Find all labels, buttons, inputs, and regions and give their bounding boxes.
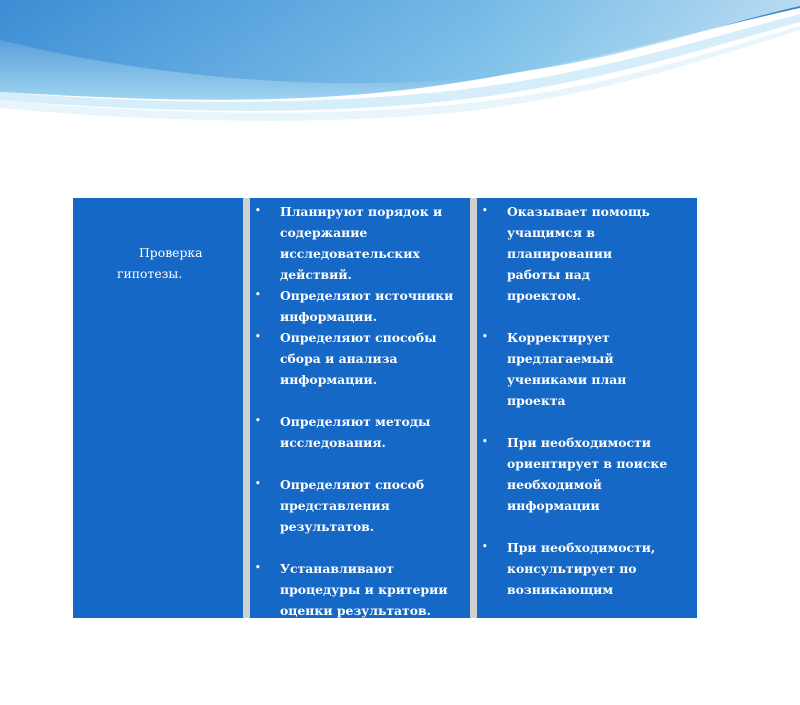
bullet-icon: • [255,563,261,573]
list-item-line: действий. [280,267,352,282]
column-divider [470,198,477,618]
list-item [250,642,462,705]
student-actions-cell [250,198,470,681]
bullet-icon: • [255,416,261,426]
teacher-actions-list [477,198,697,600]
student-actions-list [250,198,470,705]
list-item-line: возникающим [507,582,614,597]
list-item-line: оценки результатов. [280,603,431,618]
list-item-line: содержание [280,225,368,240]
list-item-line: работы над [507,267,590,282]
list-item-line: Устанавливают [280,561,394,576]
stage-label [117,242,227,284]
bullet-icon: • [255,479,261,489]
list-item-line: информации. [280,372,378,387]
list-item [250,558,462,642]
stage-label-line-1: Проверка [139,245,203,260]
stage-cell [73,198,243,618]
list-item-line: При необходимости, [507,540,656,555]
list-item-line: При необходимости [507,435,651,450]
list-item-line: Определяют источники [280,288,454,303]
list-item [250,201,462,285]
list-item-line: предлагаемый [507,351,614,366]
list-item-line: исследования. [280,435,386,450]
bullet-icon: • [255,206,261,216]
list-item-line: проекта [507,393,566,408]
bullet-icon: • [482,332,488,342]
list-item [250,411,462,474]
list-item-line: ориентирует в поиске [507,456,668,471]
list-item-line: проектом. [507,288,581,303]
list-item-line: Распределяют задания в [280,645,462,660]
decorative-wave-header [0,0,800,130]
list-item-line: сбора и анализа [280,351,398,366]
teacher-actions-cell [477,198,697,618]
list-item-line: Оказывает помощь [507,204,650,219]
bullet-icon: • [255,290,261,300]
list-item-line: информации. [280,309,378,324]
list-item-line: Определяют способы [280,330,437,345]
list-item-line: Определяют способ [280,477,425,492]
list-item-line: информации [507,498,600,513]
list-item-line: результатов. [280,519,375,534]
list-item [477,432,691,516]
list-item [250,474,462,558]
list-item [477,327,691,411]
list-item-line: планировании [507,246,613,261]
list-item-line: необходимой [507,477,602,492]
list-item [477,201,691,306]
list-item-line: учащимся в [507,225,596,240]
column-divider [243,198,250,618]
bullet-icon: • [482,437,488,447]
bullet-icon: • [482,542,488,552]
list-item [477,537,691,600]
list-item-line: Корректирует [507,330,610,345]
list-item-line: представления [280,498,390,513]
list-item-line: консультирует по [507,561,637,576]
list-item-line: группе (если проект не [280,666,450,681]
list-item [250,327,462,411]
bullet-icon: • [255,332,261,342]
list-item-line: исследовательских [280,246,420,261]
list-item-line: учениками план [507,372,627,387]
list-item-line: Определяют методы [280,414,431,429]
list-item-line: процедуры и критерии [280,582,448,597]
bullet-icon: • [255,647,261,657]
bullet-icon: • [482,206,488,216]
stage-label-line-2: гипотезы. [117,266,183,281]
project-stage-table [73,198,697,681]
list-item-line: Планируют порядок и [280,204,443,219]
list-item [250,285,462,327]
